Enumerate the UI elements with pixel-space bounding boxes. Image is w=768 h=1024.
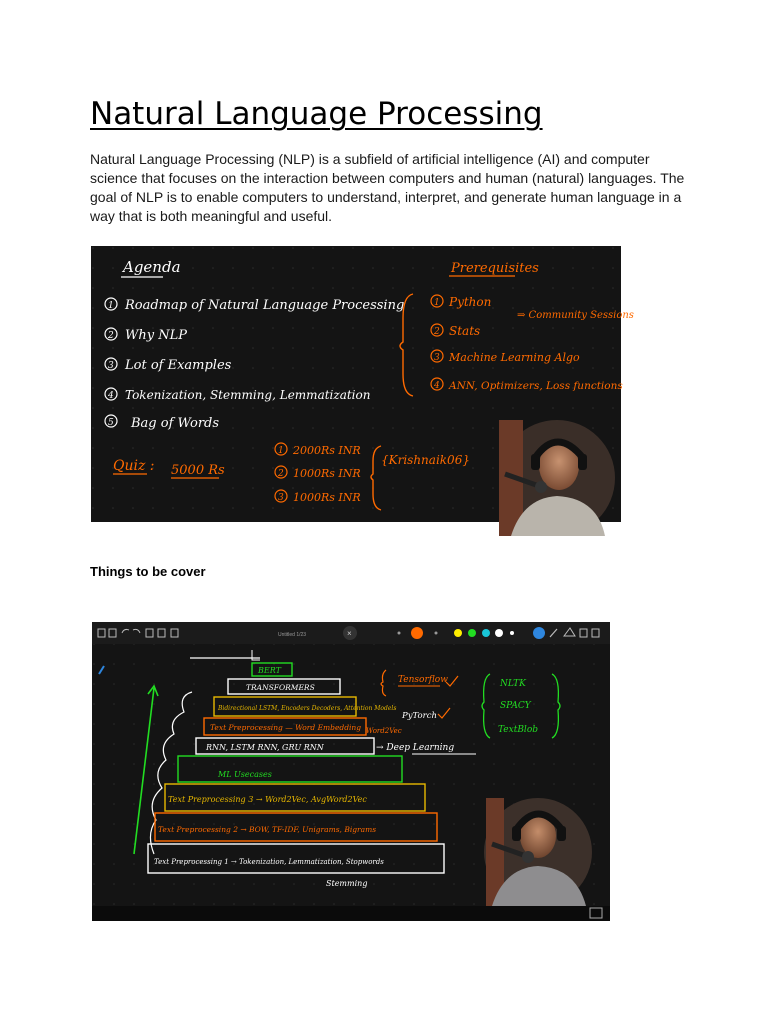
intro-paragraph: Natural Language Processing (NLP) is a subfield of artificial intelligence (AI) and computer science that focuses on the interaction between computers and human (natural) languages. The goal of NLP is to enable computers to understand, interpret, and generate human language in a way that is both meaningful and useful. (90, 151, 685, 224)
roadmap-board-canvas (92, 622, 610, 921)
library-nltk: NLTK (500, 679, 526, 689)
svg-text:2: 2 (434, 327, 440, 337)
svg-text:4: 4 (108, 391, 114, 401)
agenda-item-5: Bag of Words (131, 416, 220, 431)
svg-text:3: 3 (434, 353, 440, 363)
color-swatch-yellow[interactable] (454, 629, 462, 637)
agenda-board-image (91, 246, 634, 522)
library-spacy: SPACY (500, 701, 531, 711)
color-swatch-cyan[interactable] (482, 629, 490, 637)
roadmap-board-image (92, 622, 610, 921)
presenter-webcam (484, 798, 592, 906)
prize-2: 1000Rs INR (293, 467, 361, 480)
quiz-label: Quiz : (113, 458, 155, 474)
svg-text:3: 3 (278, 493, 284, 503)
agenda-item-2: Why NLP (125, 328, 187, 343)
deep-learning-label: → Deep Learning (376, 743, 455, 753)
prize-1: 2000Rs INR (293, 444, 361, 457)
pyramid-level-text-preprocessing-1: Text Preprocessing 1 → Tokenization, Lemmatization, Stopwords (154, 858, 384, 866)
svg-text:4: 4 (434, 381, 440, 391)
prereq-2: Stats (449, 324, 481, 338)
svg-text:3: 3 (108, 361, 114, 371)
framework-tensorflow: Tensorflow (398, 675, 448, 685)
word2vec-note: Word2Vec (366, 727, 402, 735)
pyramid-level-ml-usecases: ML Usecases (218, 770, 272, 779)
presenter-webcam (499, 420, 615, 536)
whiteboard-toolbar[interactable] (92, 622, 610, 644)
library-textblob: TextBlob (498, 725, 538, 735)
pyramid-level-transformers: TRANSFORMERS (246, 683, 315, 692)
brush-size-icon[interactable] (510, 631, 514, 635)
prize-3: 1000Rs INR (293, 491, 361, 504)
svg-text:1: 1 (278, 446, 284, 456)
pyramid-level-word-embedding: Text Preprocessing — Word Embedding (210, 723, 362, 732)
pyramid-level-rnn: RNN, LSTM RNN, GRU RNN (206, 743, 324, 752)
svg-text:1: 1 (434, 298, 440, 308)
pyramid-level-attention: Bidirectional LSTM, Encoders Decoders, Attention Models (218, 705, 397, 712)
stemming-note: Stemming (326, 879, 368, 888)
agenda-item-3: Lot of Examples (125, 358, 232, 373)
agenda-board-canvas (91, 246, 634, 522)
coupon-code: {Krishnaik06} (381, 453, 470, 467)
color-swatch-white[interactable] (495, 629, 503, 637)
prerequisites-title: Prerequisites (451, 261, 539, 276)
prereq-1: Python (449, 295, 492, 309)
svg-text:2: 2 (278, 469, 284, 479)
pyramid-level-text-preprocessing-2: Text Preprocessing 2 → BOW, TF-IDF, Unigrams, Bigrams (158, 825, 377, 834)
section-subheading: Things to be cover (90, 564, 206, 579)
page-title: Natural Language Processing (90, 96, 543, 132)
prereq-3: Machine Learning Algo (449, 351, 580, 364)
community-note: ⇒ Community Sessions (517, 310, 634, 321)
agenda-item-4: Tokenization, Stemming, Lemmatization (125, 388, 371, 402)
pen-tool-icon[interactable] (411, 627, 423, 639)
svg-text:2: 2 (108, 331, 114, 341)
board-bottom-bar (92, 906, 610, 921)
svg-text:5: 5 (108, 418, 114, 428)
quiz-amount: 5000 Rs (171, 463, 225, 478)
pyramid-level-text-preprocessing-3: Text Preprocessing 3 → Word2Vec, AvgWord2Vec (168, 795, 367, 804)
svg-text:1: 1 (108, 301, 114, 311)
color-swatch-green[interactable] (468, 629, 476, 637)
framework-pytorch: PyTorch (402, 711, 437, 721)
agenda-item-1: Roadmap of Natural Language Processing (125, 298, 405, 313)
prereq-4: ANN, Optimizers, Loss functions (449, 380, 623, 392)
agenda-title: Agenda (123, 258, 181, 276)
svg-text:×: × (347, 629, 352, 638)
document-title: Untitled 1/23 (278, 632, 307, 638)
pyramid-level-bert: BERT (258, 666, 281, 675)
selection-tool-icon[interactable] (533, 627, 545, 639)
